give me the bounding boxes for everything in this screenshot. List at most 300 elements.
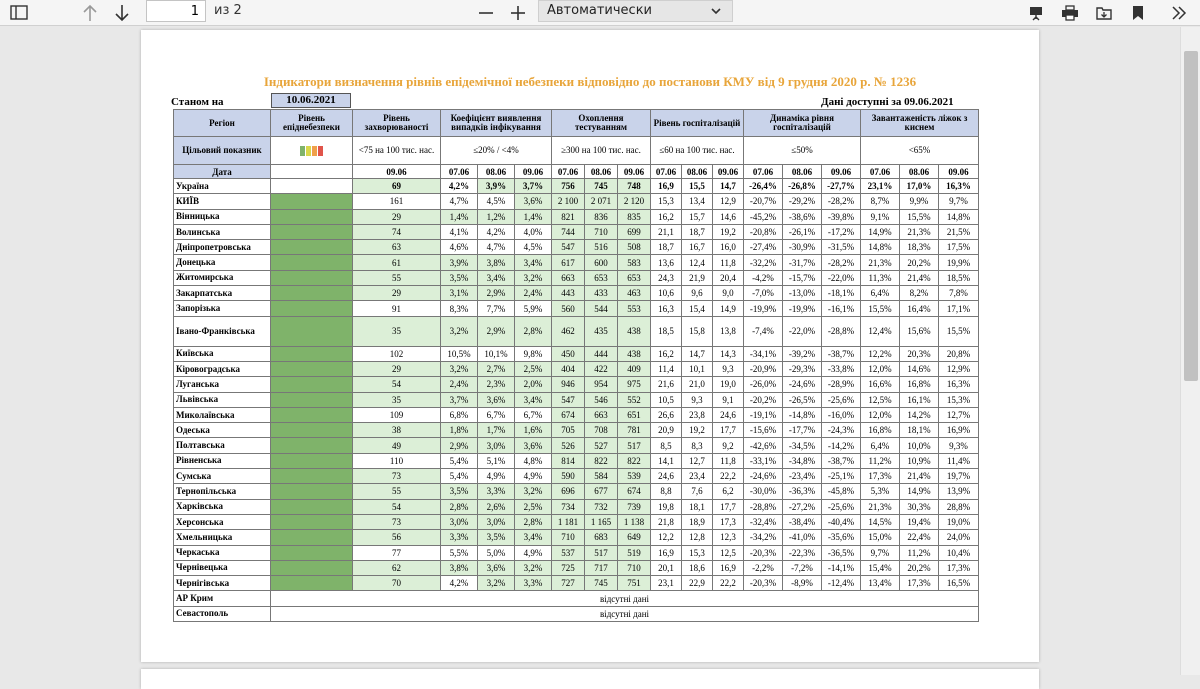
beds-cell: 21,4% bbox=[900, 270, 939, 285]
date-incidence: 09.06 bbox=[353, 165, 441, 179]
table-row bbox=[174, 438, 979, 453]
beds-cell: 17,3% bbox=[900, 576, 939, 591]
table-row bbox=[174, 209, 979, 224]
testing-cell: 745 bbox=[585, 576, 618, 591]
dynamics-cell: -36,3% bbox=[783, 484, 822, 499]
dynamics-cell: -22,3% bbox=[783, 545, 822, 560]
zoom-select[interactable] bbox=[538, 0, 733, 22]
save-icon[interactable] bbox=[1092, 0, 1116, 26]
hosp-cell: 18,5 bbox=[651, 316, 682, 346]
table-row bbox=[174, 392, 979, 407]
beds-cell: 20,3% bbox=[900, 346, 939, 361]
testing-cell: 444 bbox=[585, 346, 618, 361]
incidence-cell: 35 bbox=[353, 316, 441, 346]
hosp-cell: 16,2 bbox=[651, 346, 682, 361]
hosp-cell: 10,6 bbox=[651, 286, 682, 301]
region-name: Івано-Франківська bbox=[174, 316, 271, 346]
print-icon[interactable] bbox=[1058, 0, 1082, 26]
beds-cell: 24,0% bbox=[939, 530, 979, 545]
hosp-cell: 24,3 bbox=[651, 270, 682, 285]
testing-cell: 677 bbox=[585, 484, 618, 499]
table-row bbox=[174, 606, 979, 621]
incidence-cell: 73 bbox=[353, 469, 441, 484]
dynamics-cell: -33,1% bbox=[744, 453, 783, 468]
coef-cell: 4,9% bbox=[515, 545, 552, 560]
header-region: Регіон bbox=[174, 110, 271, 137]
level-cell bbox=[271, 240, 353, 255]
testing-cell: 745 bbox=[585, 179, 618, 194]
level-cell bbox=[271, 179, 353, 194]
dynamics-cell: -4,2% bbox=[744, 270, 783, 285]
beds-cell: 20,2% bbox=[900, 255, 939, 270]
incidence-cell: 62 bbox=[353, 560, 441, 575]
coef-cell: 2,4% bbox=[441, 377, 478, 392]
testing-cell: 683 bbox=[585, 530, 618, 545]
incidence-cell: 69 bbox=[353, 179, 441, 194]
beds-cell: 15,4% bbox=[861, 560, 900, 575]
testing-cell: 739 bbox=[618, 499, 651, 514]
target-testing: ≥300 на 100 тис. нас. bbox=[552, 137, 651, 165]
beds-cell: 11,2% bbox=[900, 545, 939, 560]
beds-cell: 19,9% bbox=[939, 255, 979, 270]
date-d1: 07.06 bbox=[651, 165, 682, 179]
coef-cell: 3,6% bbox=[478, 392, 515, 407]
hosp-cell: 26,6 bbox=[651, 407, 682, 422]
testing-cell: 946 bbox=[552, 377, 585, 392]
target-coef: ≤20% / <4% bbox=[441, 137, 552, 165]
hosp-cell: 20,1 bbox=[651, 560, 682, 575]
region-name: Черкаська bbox=[174, 545, 271, 560]
testing-cell: 674 bbox=[618, 484, 651, 499]
hosp-cell: 12,7 bbox=[682, 453, 713, 468]
hosp-cell: 14,7 bbox=[713, 179, 744, 194]
dynamics-cell: -20,8% bbox=[744, 224, 783, 239]
testing-cell: 727 bbox=[552, 576, 585, 591]
dynamics-cell: -19,9% bbox=[783, 301, 822, 316]
hosp-cell: 13,4 bbox=[682, 194, 713, 209]
coef-cell: 3,3% bbox=[478, 484, 515, 499]
incidence-cell: 102 bbox=[353, 346, 441, 361]
vertical-scrollbar[interactable] bbox=[1180, 27, 1200, 675]
next-page-icon[interactable] bbox=[110, 0, 134, 26]
table-row bbox=[174, 377, 979, 392]
coef-cell: 5,4% bbox=[441, 453, 478, 468]
date-row bbox=[174, 165, 979, 179]
testing-cell: 674 bbox=[552, 407, 585, 422]
hosp-cell: 11,8 bbox=[713, 453, 744, 468]
presentation-mode-icon[interactable] bbox=[1024, 0, 1048, 26]
dynamics-cell: -27,4% bbox=[744, 240, 783, 255]
hosp-cell: 19,2 bbox=[713, 224, 744, 239]
level-cell bbox=[271, 209, 353, 224]
coef-cell: 3,2% bbox=[515, 270, 552, 285]
table-row bbox=[174, 316, 979, 346]
coef-cell: 5,1% bbox=[478, 453, 515, 468]
hosp-cell: 20,4 bbox=[713, 270, 744, 285]
zoom-out-icon[interactable] bbox=[474, 0, 498, 26]
hosp-cell: 9,3 bbox=[682, 392, 713, 407]
dynamics-cell: -20,9% bbox=[744, 361, 783, 376]
coef-cell: 1,7% bbox=[478, 423, 515, 438]
hosp-cell: 22,2 bbox=[713, 576, 744, 591]
dynamics-cell: -34,8% bbox=[783, 453, 822, 468]
hosp-cell: 7,6 bbox=[682, 484, 713, 499]
more-tools-icon[interactable] bbox=[1166, 0, 1192, 26]
hosp-cell: 21,1 bbox=[651, 224, 682, 239]
hosp-cell: 20,9 bbox=[651, 423, 682, 438]
testing-cell: 814 bbox=[552, 453, 585, 468]
table-row bbox=[174, 591, 979, 606]
incidence-cell: 55 bbox=[353, 270, 441, 285]
incidence-cell: 91 bbox=[353, 301, 441, 316]
dynamics-cell: -25,1% bbox=[822, 469, 861, 484]
date-d3: 09.06 bbox=[618, 165, 651, 179]
dynamics-cell: -16,0% bbox=[822, 407, 861, 422]
hosp-cell: 13,8 bbox=[713, 316, 744, 346]
date-d2: 08.06 bbox=[478, 165, 515, 179]
coef-cell: 3,5% bbox=[478, 530, 515, 545]
coef-cell: 2,3% bbox=[478, 377, 515, 392]
date-d3: 09.06 bbox=[822, 165, 861, 179]
beds-cell: 11,3% bbox=[861, 270, 900, 285]
beds-cell: 12,4% bbox=[861, 316, 900, 346]
zoom-in-icon[interactable] bbox=[506, 0, 530, 26]
legend-swatch-yellow bbox=[306, 146, 311, 156]
testing-cell: 835 bbox=[618, 209, 651, 224]
dynamics-cell: -29,3% bbox=[783, 361, 822, 376]
region-name: Тернопільська bbox=[174, 484, 271, 499]
region-name: Донецька bbox=[174, 255, 271, 270]
dynamics-cell: -20,3% bbox=[744, 576, 783, 591]
coef-cell: 2,5% bbox=[515, 361, 552, 376]
coef-cell: 3,2% bbox=[515, 484, 552, 499]
table-row bbox=[174, 530, 979, 545]
hosp-cell: 21,6 bbox=[651, 377, 682, 392]
coef-cell: 1,2% bbox=[478, 209, 515, 224]
pdf-page-2 bbox=[141, 669, 1039, 689]
coef-cell: 3,8% bbox=[441, 560, 478, 575]
coef-cell: 2,8% bbox=[515, 514, 552, 529]
sidebar-toggle-icon[interactable] bbox=[6, 0, 32, 26]
beds-cell: 17,3% bbox=[939, 560, 979, 575]
coef-cell: 4,2% bbox=[478, 224, 515, 239]
document-viewer[interactable] bbox=[0, 27, 1180, 675]
region-name: Севастополь bbox=[174, 606, 271, 621]
hosp-cell: 9,0 bbox=[713, 286, 744, 301]
region-name: Україна bbox=[174, 179, 271, 194]
incidence-cell: 55 bbox=[353, 484, 441, 499]
testing-cell: 526 bbox=[552, 438, 585, 453]
coef-cell: 2,6% bbox=[478, 499, 515, 514]
beds-cell: 16,4% bbox=[900, 301, 939, 316]
dynamics-cell: -26,5% bbox=[783, 392, 822, 407]
table-row bbox=[174, 514, 979, 529]
zoom-value: Автоматически bbox=[547, 3, 653, 18]
header-testing: Охоплення тестуванням bbox=[552, 110, 651, 137]
dynamics-cell: -41,0% bbox=[783, 530, 822, 545]
region-name: Кіровоградська bbox=[174, 361, 271, 376]
dynamics-cell: -32,4% bbox=[744, 514, 783, 529]
coef-cell: 3,7% bbox=[515, 179, 552, 194]
testing-cell: 653 bbox=[618, 270, 651, 285]
level-cell bbox=[271, 453, 353, 468]
hosp-cell: 15,7 bbox=[682, 209, 713, 224]
bookmark-icon[interactable] bbox=[1126, 0, 1150, 26]
coef-cell: 5,0% bbox=[478, 545, 515, 560]
target-hosp: ≤60 на 100 тис. нас. bbox=[651, 137, 744, 165]
incidence-cell: 29 bbox=[353, 209, 441, 224]
header-incidence: Рівень захворюваності bbox=[353, 110, 441, 137]
beds-cell: 14,2% bbox=[900, 407, 939, 422]
region-name: Хмельницька bbox=[174, 530, 271, 545]
region-name: Одеська bbox=[174, 423, 271, 438]
coef-cell: 4,9% bbox=[478, 469, 515, 484]
dynamics-cell: -26,8% bbox=[783, 179, 822, 194]
beds-cell: 17,0% bbox=[900, 179, 939, 194]
coef-cell: 3,9% bbox=[441, 255, 478, 270]
target-label: Цільовий показник bbox=[174, 137, 271, 165]
coef-cell: 5,4% bbox=[441, 469, 478, 484]
coef-cell: 3,2% bbox=[515, 560, 552, 575]
testing-cell: 2 100 bbox=[552, 194, 585, 209]
hosp-cell: 21,0 bbox=[682, 377, 713, 392]
beds-cell: 14,8% bbox=[939, 209, 979, 224]
target-dynamics: ≤50% bbox=[744, 137, 861, 165]
dynamics-cell: -30,9% bbox=[783, 240, 822, 255]
coef-cell: 3,6% bbox=[515, 438, 552, 453]
beds-cell: 19,0% bbox=[939, 514, 979, 529]
hosp-cell: 15,3 bbox=[682, 545, 713, 560]
beds-cell: 10,4% bbox=[939, 545, 979, 560]
table-row bbox=[174, 423, 979, 438]
hosp-cell: 8,3 bbox=[682, 438, 713, 453]
dynamics-cell: -22,0% bbox=[822, 270, 861, 285]
coef-cell: 8,3% bbox=[441, 301, 478, 316]
beds-cell: 15,5% bbox=[939, 316, 979, 346]
level-legend bbox=[271, 137, 353, 165]
hosp-cell: 15,8 bbox=[682, 316, 713, 346]
hosp-cell: 21,9 bbox=[682, 270, 713, 285]
level-cell bbox=[271, 530, 353, 545]
hosp-cell: 9,6 bbox=[682, 286, 713, 301]
page-number-input[interactable] bbox=[146, 0, 206, 22]
coef-cell: 1,4% bbox=[441, 209, 478, 224]
legend-swatch-red bbox=[318, 146, 323, 156]
level-cell bbox=[271, 194, 353, 209]
beds-cell: 12,5% bbox=[861, 392, 900, 407]
testing-cell: 508 bbox=[618, 240, 651, 255]
date-d2: 08.06 bbox=[783, 165, 822, 179]
beds-cell: 20,8% bbox=[939, 346, 979, 361]
beds-cell: 12,0% bbox=[861, 407, 900, 422]
testing-cell: 710 bbox=[585, 224, 618, 239]
hosp-cell: 18,9 bbox=[682, 514, 713, 529]
level-cell bbox=[271, 361, 353, 376]
region-name: Сумська bbox=[174, 469, 271, 484]
dynamics-cell: -38,4% bbox=[783, 514, 822, 529]
hosp-cell: 11,8 bbox=[713, 255, 744, 270]
beds-cell: 15,5% bbox=[861, 301, 900, 316]
level-cell bbox=[271, 423, 353, 438]
testing-cell: 649 bbox=[618, 530, 651, 545]
hosp-cell: 15,4 bbox=[682, 301, 713, 316]
coef-cell: 4,6% bbox=[441, 240, 478, 255]
region-name: Полтавська bbox=[174, 438, 271, 453]
beds-cell: 16,3% bbox=[939, 377, 979, 392]
coef-cell: 7,7% bbox=[478, 301, 515, 316]
region-name: КИЇВ bbox=[174, 194, 271, 209]
date-d3: 09.06 bbox=[713, 165, 744, 179]
testing-cell: 560 bbox=[552, 301, 585, 316]
incidence-cell: 73 bbox=[353, 514, 441, 529]
hosp-cell: 19,8 bbox=[651, 499, 682, 514]
beds-cell: 17,1% bbox=[939, 301, 979, 316]
dynamics-cell: -20,2% bbox=[744, 392, 783, 407]
dynamics-cell: -17,2% bbox=[822, 224, 861, 239]
beds-cell: 13,9% bbox=[939, 484, 979, 499]
level-cell bbox=[271, 484, 353, 499]
dynamics-cell: -32,2% bbox=[744, 255, 783, 270]
beds-cell: 9,3% bbox=[939, 438, 979, 453]
beds-cell: 9,7% bbox=[939, 194, 979, 209]
testing-cell: 751 bbox=[618, 576, 651, 591]
chevron-down-icon bbox=[710, 4, 722, 24]
level-cell bbox=[271, 469, 353, 484]
dynamics-cell: -30,0% bbox=[744, 484, 783, 499]
page-count: из 2 bbox=[214, 3, 242, 18]
table-row bbox=[174, 255, 979, 270]
testing-cell: 663 bbox=[585, 407, 618, 422]
dynamics-cell: -28,2% bbox=[822, 255, 861, 270]
hosp-cell: 16,0 bbox=[713, 240, 744, 255]
hosp-cell: 14,1 bbox=[651, 453, 682, 468]
coef-cell: 4,8% bbox=[515, 453, 552, 468]
testing-cell: 539 bbox=[618, 469, 651, 484]
dynamics-cell: -20,3% bbox=[744, 545, 783, 560]
document-title: Індикатори визначення рівнів епідемічної небезпеки відповідно до постанови КМУ від 9 грудня 2020 р. № 1236 bbox=[263, 74, 917, 89]
beds-cell: 14,5% bbox=[861, 514, 900, 529]
coef-cell: 10,1% bbox=[478, 346, 515, 361]
incidence-cell: 38 bbox=[353, 423, 441, 438]
level-cell bbox=[271, 392, 353, 407]
beds-cell: 12,0% bbox=[861, 361, 900, 376]
testing-cell: 516 bbox=[585, 240, 618, 255]
incidence-cell: 29 bbox=[353, 361, 441, 376]
beds-cell: 30,3% bbox=[900, 499, 939, 514]
pdf-toolbar bbox=[0, 0, 1200, 26]
dynamics-cell: -26,0% bbox=[744, 377, 783, 392]
table-row bbox=[174, 469, 979, 484]
testing-cell: 584 bbox=[585, 469, 618, 484]
beds-cell: 14,9% bbox=[861, 224, 900, 239]
coef-cell: 4,7% bbox=[478, 240, 515, 255]
coef-cell: 3,4% bbox=[515, 530, 552, 545]
incidence-cell: 70 bbox=[353, 576, 441, 591]
dynamics-cell: -40,4% bbox=[822, 514, 861, 529]
dynamics-cell: -29,2% bbox=[783, 194, 822, 209]
dynamics-cell: -19,9% bbox=[744, 301, 783, 316]
testing-cell: 409 bbox=[618, 361, 651, 376]
coef-cell: 3,4% bbox=[478, 270, 515, 285]
hosp-cell: 12,4 bbox=[682, 255, 713, 270]
dynamics-cell: -16,1% bbox=[822, 301, 861, 316]
coef-cell: 6,7% bbox=[515, 407, 552, 422]
dynamics-cell: -15,6% bbox=[744, 423, 783, 438]
dynamics-cell: -39,2% bbox=[783, 346, 822, 361]
incidence-cell: 109 bbox=[353, 407, 441, 422]
date-d1: 07.06 bbox=[552, 165, 585, 179]
testing-cell: 705 bbox=[552, 423, 585, 438]
beds-cell: 19,4% bbox=[900, 514, 939, 529]
beds-cell: 8,2% bbox=[900, 286, 939, 301]
region-name: Волинська bbox=[174, 224, 271, 239]
coef-cell: 3,5% bbox=[441, 270, 478, 285]
testing-cell: 717 bbox=[585, 560, 618, 575]
date-d2: 08.06 bbox=[900, 165, 939, 179]
testing-cell: 710 bbox=[552, 530, 585, 545]
level-cell bbox=[271, 255, 353, 270]
beds-cell: 18,1% bbox=[900, 423, 939, 438]
coef-cell: 4,9% bbox=[515, 469, 552, 484]
table-row bbox=[174, 545, 979, 560]
testing-cell: 546 bbox=[585, 392, 618, 407]
dynamics-cell: -33,8% bbox=[822, 361, 861, 376]
coef-cell: 5,5% bbox=[441, 545, 478, 560]
testing-cell: 821 bbox=[552, 209, 585, 224]
dynamics-cell: -24,3% bbox=[822, 423, 861, 438]
level-cell bbox=[271, 286, 353, 301]
testing-cell: 552 bbox=[618, 392, 651, 407]
hosp-cell: 16,9 bbox=[651, 545, 682, 560]
region-name: Житомирська bbox=[174, 270, 271, 285]
coef-cell: 3,0% bbox=[478, 514, 515, 529]
testing-cell: 433 bbox=[585, 286, 618, 301]
testing-cell: 663 bbox=[552, 270, 585, 285]
level-cell bbox=[271, 438, 353, 453]
coef-cell: 4,2% bbox=[441, 576, 478, 591]
beds-cell: 21,4% bbox=[900, 469, 939, 484]
coef-cell: 3,2% bbox=[441, 316, 478, 346]
scrollbar-thumb[interactable] bbox=[1184, 51, 1198, 381]
dynamics-cell: -34,1% bbox=[744, 346, 783, 361]
legend-swatch-green bbox=[300, 146, 305, 156]
previous-page-icon[interactable] bbox=[78, 0, 102, 26]
testing-cell: 699 bbox=[618, 224, 651, 239]
table-row bbox=[174, 240, 979, 255]
beds-cell: 12,2% bbox=[861, 346, 900, 361]
testing-cell: 744 bbox=[552, 224, 585, 239]
testing-cell: 734 bbox=[552, 499, 585, 514]
table-row bbox=[174, 576, 979, 591]
date-d3: 09.06 bbox=[939, 165, 979, 179]
testing-cell: 725 bbox=[552, 560, 585, 575]
target-incidence: <75 на 100 тис. нас. bbox=[353, 137, 441, 165]
coef-cell: 3,8% bbox=[478, 255, 515, 270]
coef-cell: 3,6% bbox=[478, 560, 515, 575]
coef-cell: 10,5% bbox=[441, 346, 478, 361]
dynamics-cell: -8,9% bbox=[783, 576, 822, 591]
hosp-cell: 9,1 bbox=[713, 392, 744, 407]
coef-cell: 2,9% bbox=[478, 316, 515, 346]
testing-cell: 822 bbox=[618, 453, 651, 468]
dynamics-cell: -7,4% bbox=[744, 316, 783, 346]
level-cell bbox=[271, 224, 353, 239]
region-name: Харківська bbox=[174, 499, 271, 514]
beds-cell: 12,7% bbox=[939, 407, 979, 422]
beds-cell: 14,6% bbox=[900, 361, 939, 376]
beds-cell: 28,8% bbox=[939, 499, 979, 514]
hosp-cell: 23,8 bbox=[682, 407, 713, 422]
